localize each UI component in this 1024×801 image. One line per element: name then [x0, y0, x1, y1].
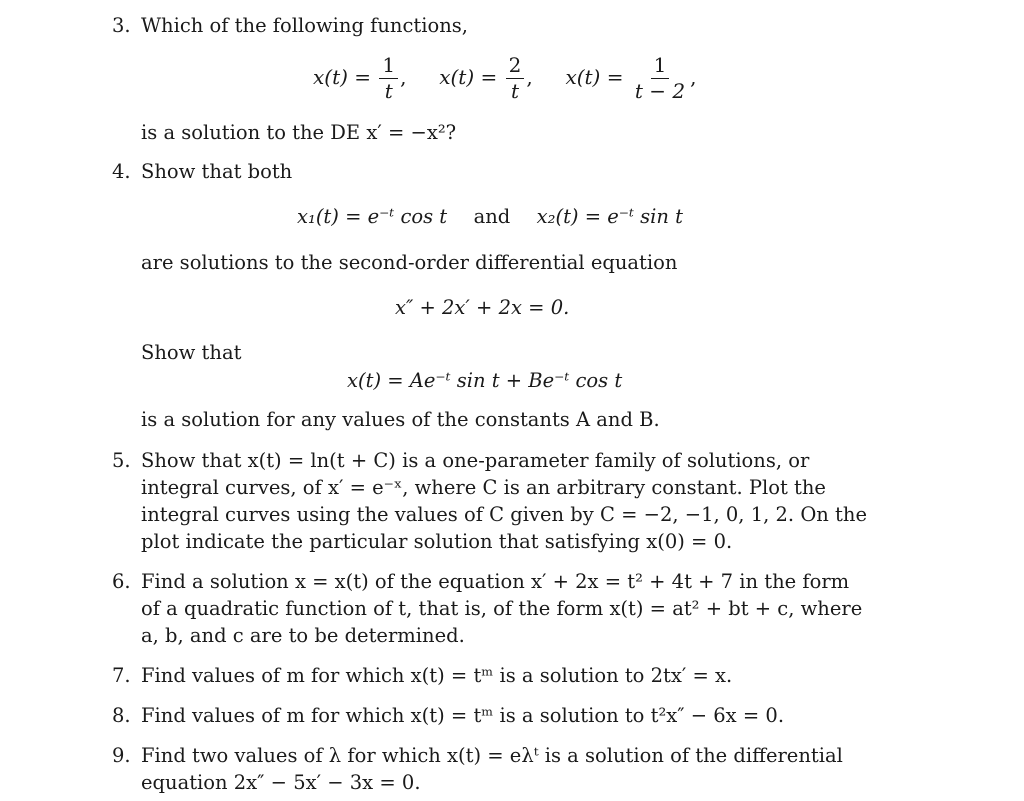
problem-4-number: 4. [112, 160, 131, 183]
problem-9-number: 9. [112, 744, 131, 767]
problem-4-solution-pair [297, 205, 683, 228]
problem-8-number: 8. [112, 704, 131, 727]
problem-3-question: is a solution to the DE x′ = −x²? [141, 121, 457, 144]
problem-7-line-1: Find values of m for which x(t) = tᵐ is a solution to 2tx′ = x. [141, 664, 733, 687]
problem-6-line-1: Find a solution x = x(t) of the equation x′ + 2x = t² + 4t + 7 in the form [141, 570, 850, 593]
solution-x1: x₁(t) = e⁻ᵗ cos t [297, 205, 448, 228]
problem-5-line-3: integral curves using the values of C given by C = −2, −1, 0, 1, 2. On the [141, 503, 867, 526]
problem-3-number: 3. [112, 14, 131, 37]
problem-6-line-2: of a quadratic function of t, that is, of the form x(t) = at² + bt + c, where [141, 597, 863, 620]
problem-4-conclusion: is a solution for any values of the constants A and B. [141, 408, 660, 431]
problem-5-line-1: Show that x(t) = ln(t + C) is a one-parameter family of solutions, or [141, 449, 810, 472]
problem-4-line2: are solutions to the second-order differential equation [141, 251, 678, 274]
problem-7-number: 7. [112, 664, 131, 687]
problem-8-line-1: Find values of m for which x(t) = tᵐ is a solution to t²x″ − 6x = 0. [141, 704, 785, 727]
function-1: x(t) = $\frac{1}{t}$ , [313, 53, 407, 103]
and-word: and [473, 205, 511, 228]
problem-3-functions [313, 55, 696, 102]
problem-4-intro: Show that both [141, 160, 293, 183]
problem-6-line-3: a, b, and c are to be determined. [141, 624, 465, 647]
problem-4-de: x″ + 2x′ + 2x = 0. [395, 296, 570, 319]
problem-3-intro: Which of the following functions, [141, 14, 468, 37]
problem-5-line-2: integral curves, of x′ = e⁻ˣ, where C is an arbitrary constant. Plot the [141, 476, 826, 499]
function-3: x(t) = $\frac{1}{t - 2}$ , [565, 53, 697, 103]
problem-4-show-that: Show that [141, 341, 242, 364]
function-2: x(t) = $\frac{2}{t}$ , [439, 53, 533, 103]
solution-x2: x₂(t) = e⁻ᵗ sin t [536, 205, 683, 228]
problem-9-line-2: equation 2x″ − 5x′ − 3x = 0. [141, 771, 421, 794]
problem-9-line-1: Find two values of λ for which x(t) = eλᵗ is a solution of the differential [141, 744, 843, 767]
problem-4-general-solution: x(t) = Ae⁻ᵗ sin t + Be⁻ᵗ cos t [347, 369, 623, 392]
problem-5-number: 5. [112, 449, 131, 472]
problem-5-line-4: plot indicate the particular solution that satisfying x(0) = 0. [141, 530, 733, 553]
problem-6-number: 6. [112, 570, 131, 593]
